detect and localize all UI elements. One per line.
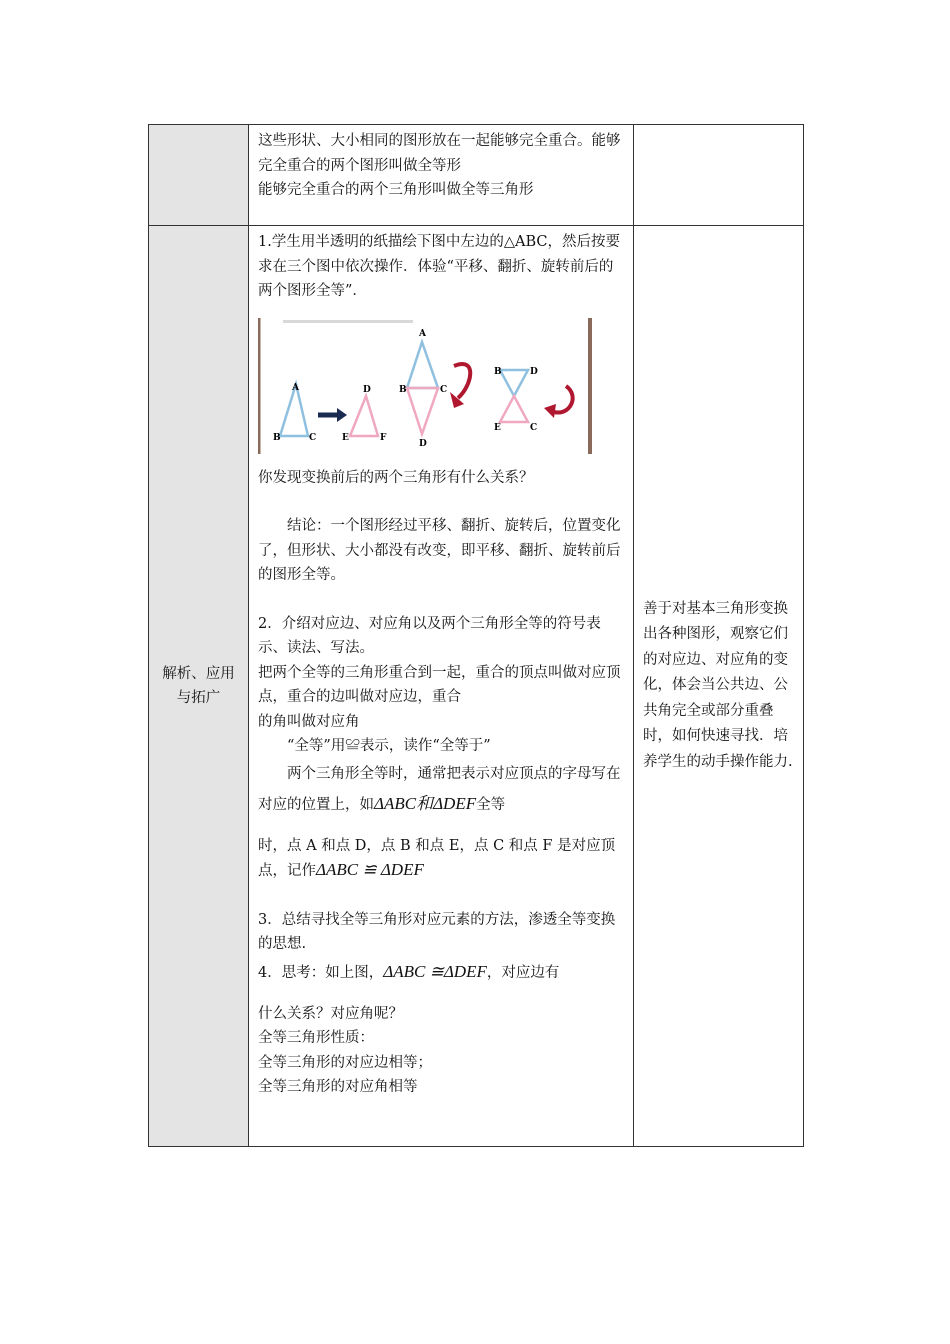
math-congruence-notation: ΔABC ≌ ΔDEF xyxy=(316,860,424,879)
lesson-table xyxy=(148,124,804,1147)
notation-text: “全等”用≌表示，读作“全等于” xyxy=(287,738,491,754)
section-label: 解析、应用与拓广 xyxy=(162,666,235,706)
fig3-label-c: C xyxy=(440,384,448,395)
arrow-translate-head xyxy=(337,408,347,422)
table-row xyxy=(149,125,804,226)
fig1-label-c: C xyxy=(309,432,317,443)
property-2: 全等三角形的对应角相等 xyxy=(258,1079,418,1095)
fig4-top-triangle xyxy=(500,370,528,396)
math-congruence-think: ΔABC ≅ΔDEF xyxy=(383,961,487,981)
vertices-text-a: 时，点 A 和点 D，点 B 和点 E，点 C 和点 F 是对应顶点，记作 xyxy=(258,837,616,879)
definition-line-2: 的角叫做对应角 xyxy=(258,713,360,730)
fig3-label-a: A xyxy=(419,328,426,339)
row2-note-cell xyxy=(634,226,804,1147)
row1-note-cell xyxy=(634,125,804,226)
arrow-rotate xyxy=(554,386,573,413)
fig4-bottom-triangle xyxy=(500,396,528,422)
fig3-label-d: D xyxy=(419,438,427,449)
arrow-flip xyxy=(454,363,470,397)
arrow-rotate-head xyxy=(544,404,556,418)
table-row xyxy=(149,226,804,1147)
triangle-def xyxy=(350,396,378,436)
transformation-figure xyxy=(258,316,592,456)
fig1-label-b: B xyxy=(273,432,281,443)
activity-4-text-b: ，对应边有 xyxy=(486,964,560,981)
row1-line-2: 能够完全重合的两个三角形叫做全等三角形 xyxy=(258,182,534,198)
activity-3-text: 3．总结寻找全等三角形对应元素的方法，渗透全等变换的思想. xyxy=(258,911,616,952)
row2-label-cell xyxy=(149,226,249,1147)
fig4-label-d: D xyxy=(530,366,538,377)
property-title: 全等三角形性质： xyxy=(258,1030,374,1046)
conclusion-text: 结论：一个图形经过平移、翻折、旋转后，位置变化了，但形状、大小都没有改变，即平移、翻折、旋转前后的图形全等。 xyxy=(258,518,621,583)
property-1: 全等三角形的对应边相等； xyxy=(258,1054,432,1071)
example-text-b: 全等 xyxy=(476,796,506,813)
example-text xyxy=(258,759,625,820)
example-text-a: 两个三角形全等时，通常把表示对应顶点的字母写在对应的位置上，如 xyxy=(258,765,621,813)
fig2-label-e: E xyxy=(342,432,349,443)
fig2-label-d: D xyxy=(363,384,371,395)
activity-4-text-a: 4．思考：如上图， xyxy=(258,964,384,981)
definition-line-1: 把两个全等的三角形重合到一起，重合的顶点叫做对应顶点，重合的边叫做对应边，重合 xyxy=(258,664,621,705)
fig4-label-c: C xyxy=(530,422,538,433)
fig2-label-f: F xyxy=(380,432,387,443)
row2-content-cell xyxy=(249,226,634,1147)
fig3-label-b: B xyxy=(399,384,407,395)
row1-line-1: 这些形状、大小相同的图形放在一起能够完全重合。能够完全重合的两个图形叫做全等形 xyxy=(258,133,621,174)
activity-2-text: 2．介绍对应边、对应角以及两个三角形全等的符号表示、读法、写法。 xyxy=(258,615,601,656)
activity-4-question: 什么关系？对应角呢？ xyxy=(258,1005,403,1022)
row1-label-cell xyxy=(149,125,249,226)
design-note: 善于对基本三角形变换出各种图形，观察它们的对应边、对应角的变化，体会当公共边、公共角完全或部分重叠时，如何快速寻找．培养学生的动手操作能力. xyxy=(643,600,793,770)
question-1: 你发现变换前后的两个三角形有什么关系？ xyxy=(258,469,534,486)
vertices-text xyxy=(258,834,625,884)
activity-1-text: 1.学生用半透明的纸描绘下图中左边的△ABC，然后按要求在三个图中依次操作．体验“平移、翻折、旋转前后的两个图形全等”． xyxy=(258,234,620,299)
activity-4-text xyxy=(258,957,625,988)
fig1-label-a: A xyxy=(292,382,299,393)
fig3-bottom-triangle xyxy=(407,388,438,434)
fig3-top-triangle xyxy=(407,342,438,388)
fig4-label-e: E xyxy=(494,422,501,433)
math-abc-and-def: ΔABC和ΔDEF xyxy=(374,793,477,813)
figure-caption-blur xyxy=(283,320,413,323)
fig4-label-b: B xyxy=(494,366,502,377)
row1-content-cell xyxy=(249,125,634,226)
